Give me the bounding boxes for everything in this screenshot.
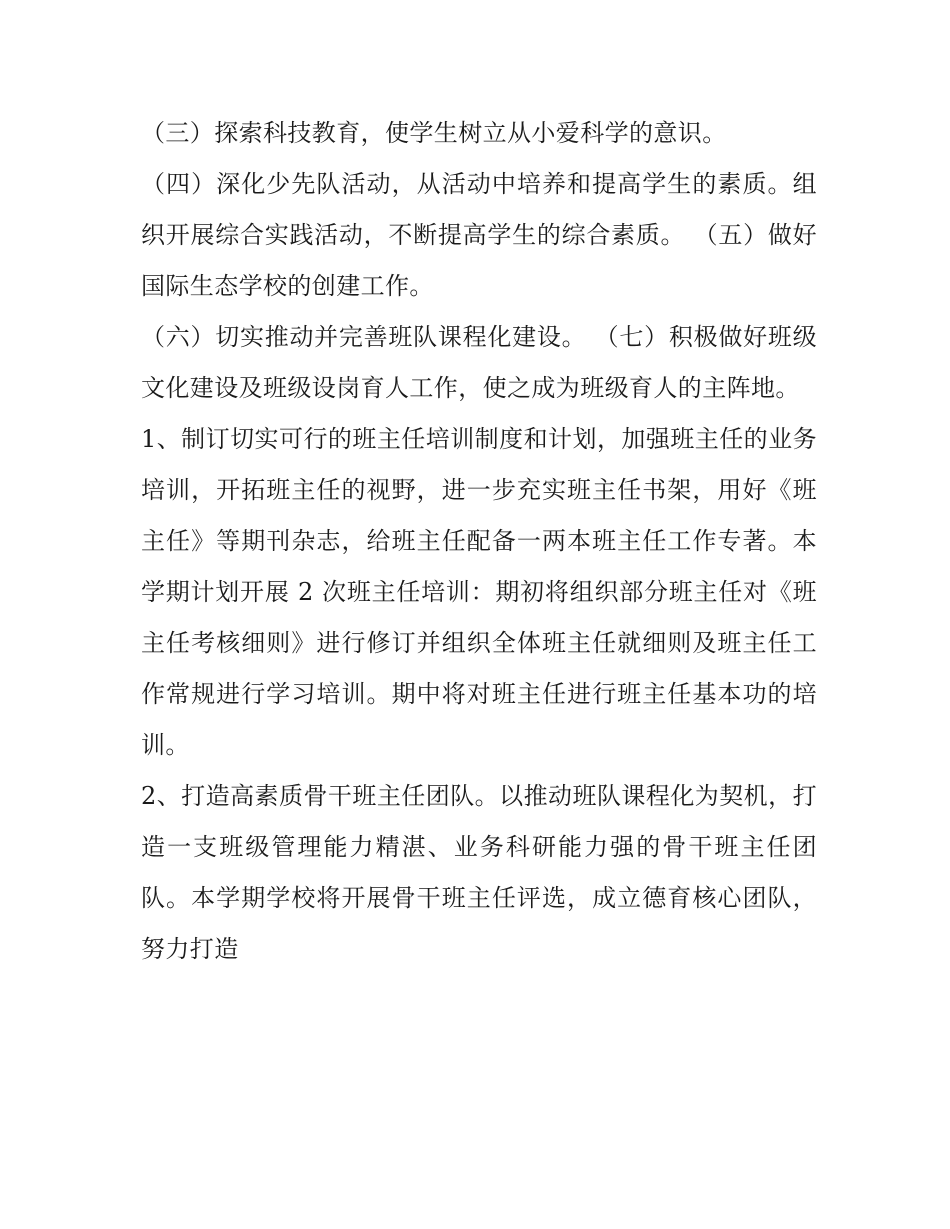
paragraph-section-4-5: （四）深化少先队活动，从活动中培养和提高学生的素质。组织开展综合实践活动，不断提高学生的综合素质。 （五）做好国际生态学校的创建工作。: [141, 170, 817, 300]
document-body: [141, 108, 817, 975]
paragraph-item-1: 1、制订切实可行的班主任培训制度和计划，加强班主任的业务培训，开拓班主任的视野，进一步充实班主任书架，用好《班主任》等期刊杂志，给班主任配备一两本班主任工作专著。本学期计划开展 2 次班主任培训：期初将组织部分班主任对《班主任考核细则》进行修订并组织全体班主任就细则及班主任工作常规进行学习培训。期中将对班主任进行班主任基本功的培训。: [141, 425, 817, 759]
paragraph-section-3: （三）探索科技教育，使学生树立从小爱科学的意识。: [141, 119, 727, 147]
paragraph-section-6-7: （六）切实推动并完善班队课程化建设。 （七）积极做好班级文化建设及班级设岗育人工作，使之成为班级育人的主阵地。: [141, 323, 817, 402]
paragraph-item-2: 2、打造高素质骨干班主任团队。以推动班队课程化为契机，打造一支班级管理能力精湛、业务科研能力强的骨干班主任团队。本学期学校将开展骨干班主任评选，成立德育核心团队，努力打造: [141, 782, 817, 963]
